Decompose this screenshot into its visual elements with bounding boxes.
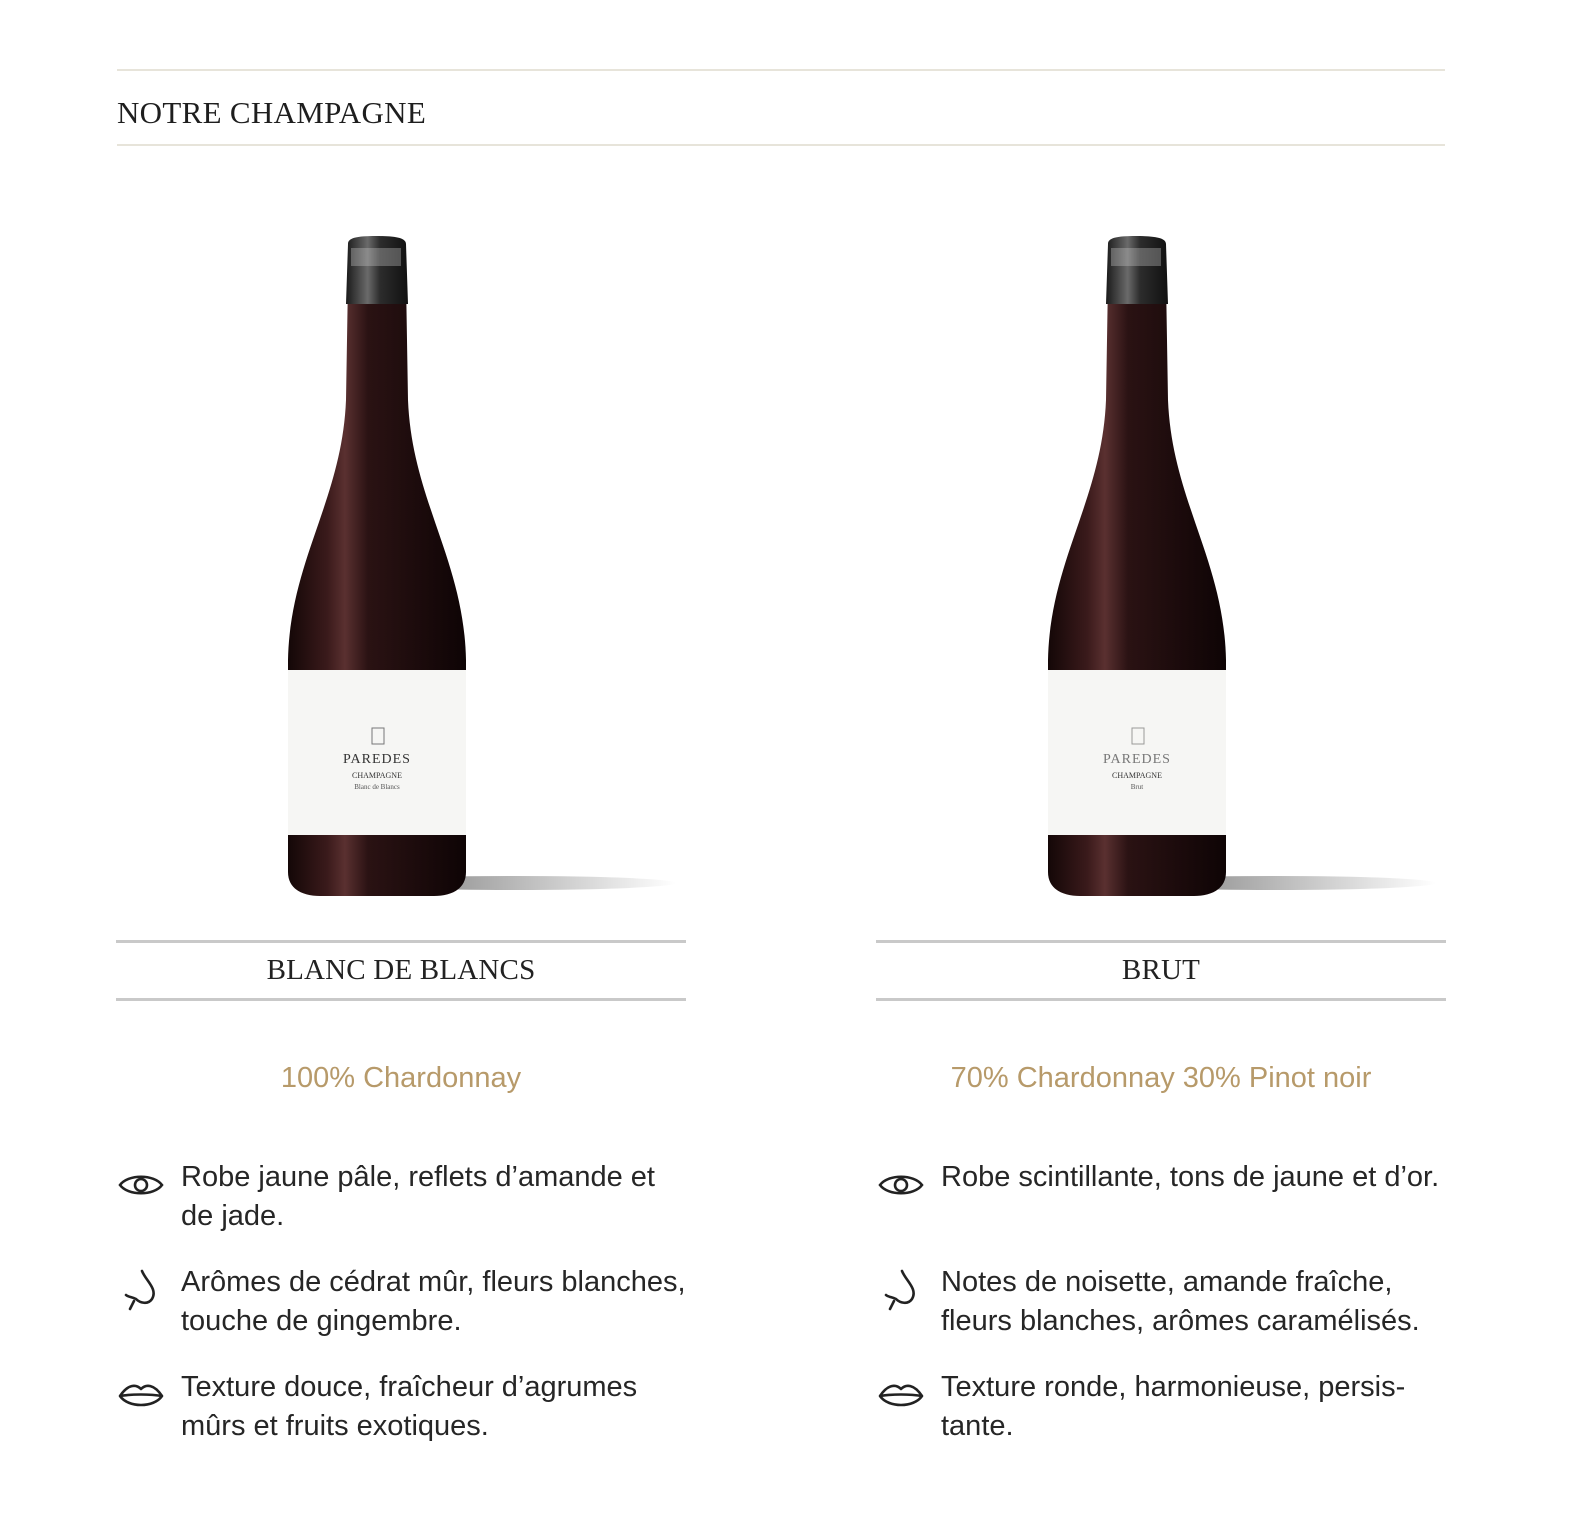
eye-icon bbox=[876, 1162, 926, 1206]
tasting-note-palate bbox=[876, 1368, 1446, 1458]
tasting-note-nose bbox=[876, 1263, 1446, 1353]
label-line2: Brut bbox=[1130, 783, 1144, 791]
note-text: Robe scintillante, tons de jaune et d’or. bbox=[941, 1161, 1440, 1193]
bottle-image bbox=[116, 200, 686, 920]
product-name: BRUT bbox=[1121, 954, 1201, 986]
bottle-foil bbox=[346, 236, 408, 304]
lips-icon bbox=[876, 1372, 926, 1416]
product-card-blanc-de-blancs bbox=[116, 200, 686, 1500]
section-header bbox=[117, 69, 1445, 146]
lips-icon bbox=[116, 1372, 166, 1416]
nose-icon bbox=[116, 1267, 166, 1311]
eye-icon bbox=[116, 1162, 166, 1206]
note-text: Notes de noisette, amande fraîche, fleurs blanches, arômes caramélisés. bbox=[941, 1266, 1420, 1337]
product-name-bar bbox=[876, 940, 1446, 1001]
section-title: NOTRE CHAMPAGNE bbox=[117, 95, 427, 130]
note-text: Texture ronde, harmonieuse, persis-tante. bbox=[941, 1371, 1406, 1442]
note-text: Arômes de cédrat mûr, fleurs blanches, touche de gingembre. bbox=[181, 1266, 686, 1337]
tasting-note-visual bbox=[876, 1158, 1446, 1248]
label-brand: PAREDES bbox=[1103, 752, 1171, 767]
product-name-bar bbox=[116, 940, 686, 1001]
tasting-note-palate bbox=[116, 1368, 686, 1458]
product-name: BLANC DE BLANCS bbox=[266, 954, 536, 986]
note-text: Robe jaune pâle, reflets d’amande et de jade. bbox=[181, 1161, 655, 1232]
label-line1: CHAMPAGNE bbox=[352, 771, 402, 780]
note-text: Texture douce, fraîcheur d’agrumes mûrs et fruits exotiques. bbox=[181, 1371, 638, 1442]
nose-icon bbox=[876, 1267, 926, 1311]
bottle-image bbox=[876, 200, 1446, 920]
label-line2: Blanc de Blancs bbox=[354, 783, 400, 791]
tasting-note-visual bbox=[116, 1158, 686, 1248]
grape-varietal: 70% Chardonnay 30% Pinot noir bbox=[950, 1062, 1372, 1094]
bottle-foil bbox=[1106, 236, 1168, 304]
tasting-note-nose bbox=[116, 1263, 686, 1353]
label-line1: CHAMPAGNE bbox=[1112, 771, 1162, 780]
product-card-brut bbox=[876, 200, 1446, 1500]
grape-varietal: 100% Chardonnay bbox=[280, 1062, 522, 1094]
label-brand: PAREDES bbox=[343, 752, 411, 767]
